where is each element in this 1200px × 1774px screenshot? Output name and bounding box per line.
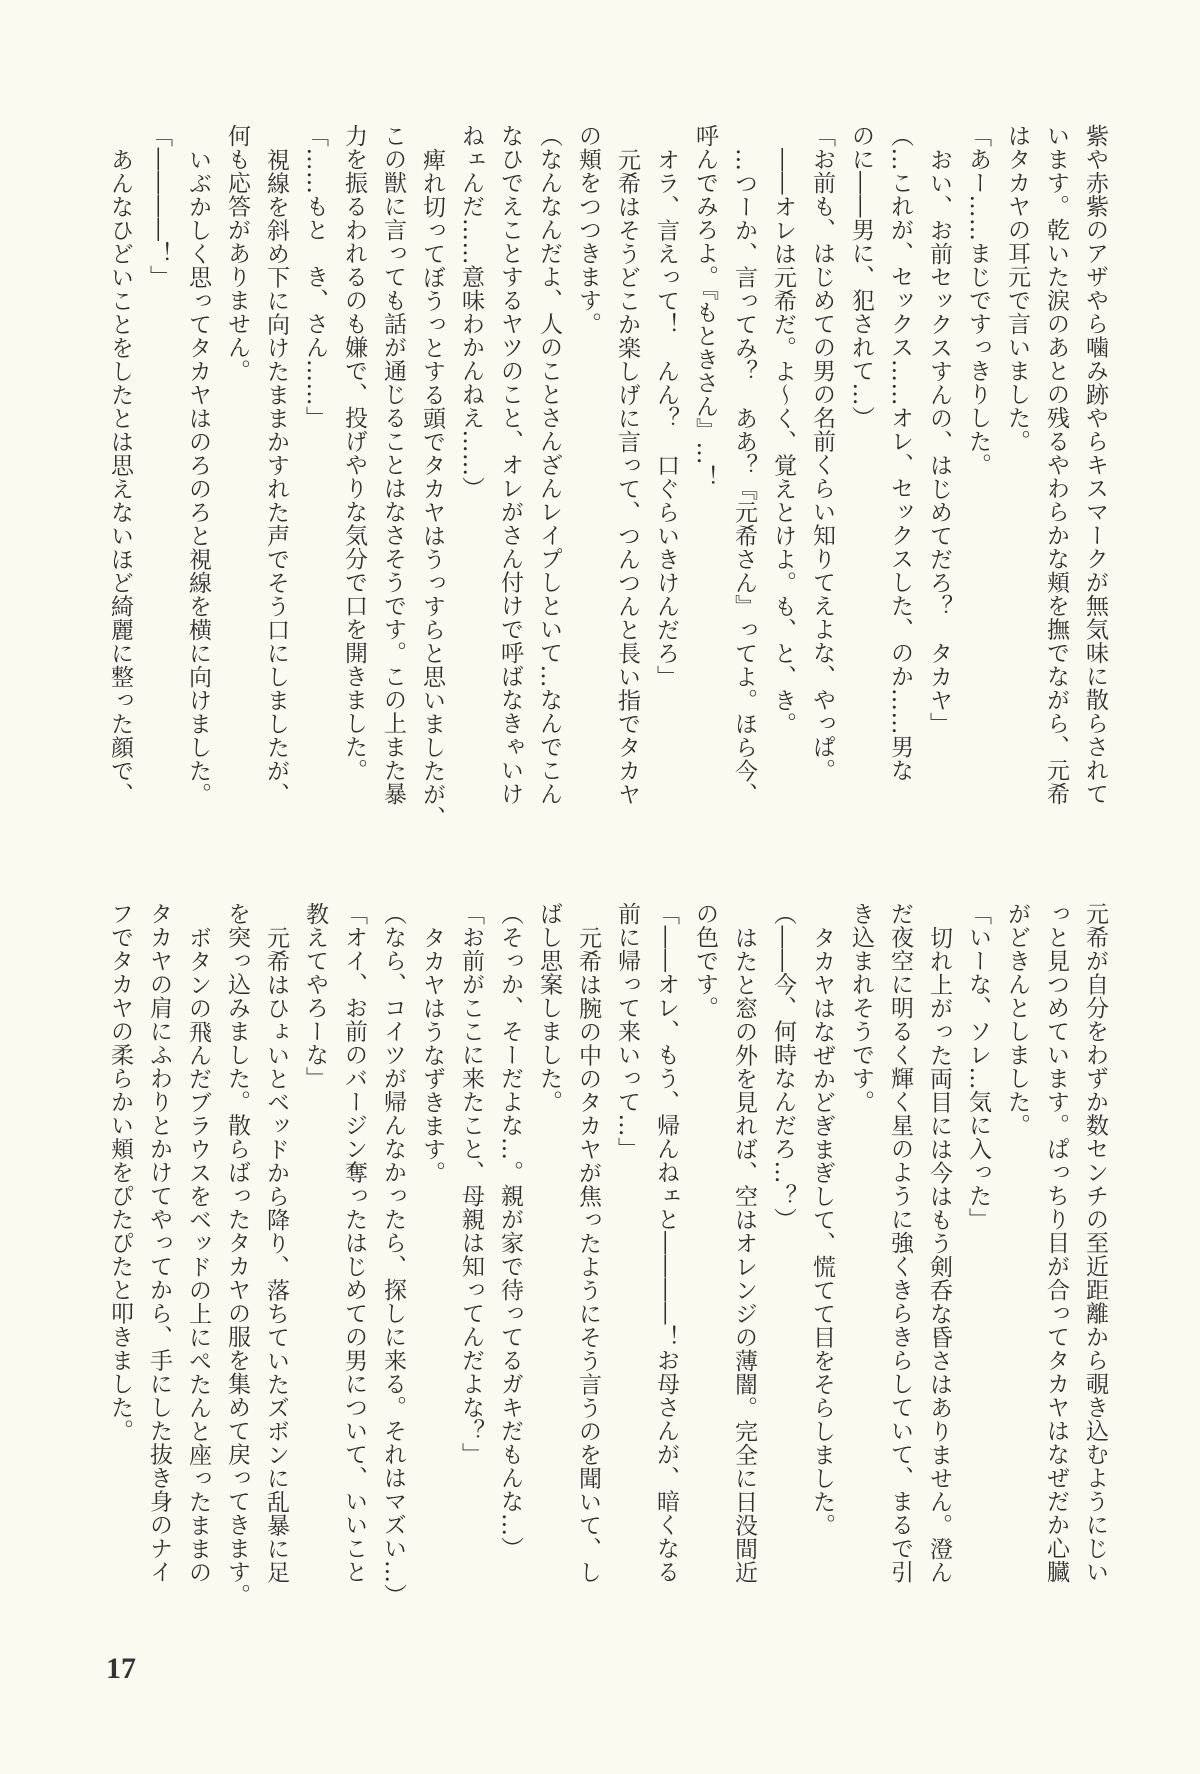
text-line: 紫や赤紫のアザやら噛み跡やらキスマークが無気味に散らされて xyxy=(1082,124,1108,806)
text-line: オラ、言えって！ んん？ 口ぐらいきけんだろ」 xyxy=(653,148,679,689)
text-line: いぶかしく思ってタカヤはのろのろと視線を横に向けました。 xyxy=(185,148,211,806)
text-line: 元希は腕の中のタカヤが焦ったようにそう言うのを聞いて、し xyxy=(575,926,601,1584)
text-line: 「いーな、ソレ…気に入った」 xyxy=(965,902,991,1231)
text-line: 前に帰って来いって…」 xyxy=(614,902,640,1161)
text-line: 「お前も、はじめての男の名前くらい知りてえよな、やっぱ。 xyxy=(809,124,835,782)
text-line: 「……もと き、さん……」 xyxy=(302,124,328,430)
text-line: （そっか、そーだよな…。親が家で待ってるガキだもんな…） xyxy=(497,902,523,1560)
text-line: 元希はひょいとベッドから降り、落ちていたズボンに乱暴に足 xyxy=(263,926,289,1584)
text-line: はタカヤの耳元で言いました。 xyxy=(1004,124,1030,453)
text-line: はたと窓の外を見れば、空はオレンジの薄闇。完全に日没間近 xyxy=(731,926,757,1584)
text-line: 「お前がここに来たこと、母親は知ってんだよな？」 xyxy=(458,902,484,1466)
text-line: の頬をつつきます。 xyxy=(575,124,601,336)
text-line: 呼んでみろよ。『もときさん』…！ xyxy=(692,124,718,489)
text-line: （なんなんだよ、人のことさんざんレイプしといて…なんでこん xyxy=(536,124,562,806)
text-line: ばし思案しました。 xyxy=(536,902,562,1114)
text-line: を突っ込みました。散らばったタカヤの服を集めて戻ってきます。 xyxy=(224,902,250,1607)
text-line: がどきんとしました。 xyxy=(1004,902,1030,1137)
text-line: 視線を斜め下に向けたままかすれた声でそう口にしましたが、 xyxy=(263,148,289,806)
upper-text-block xyxy=(100,120,1114,870)
text-line: 痺れ切ってぼうっとする頭でタカヤはうっすらと思いましたが、 xyxy=(419,148,445,830)
text-line: 「あー……まじですっきりした。 xyxy=(965,124,991,477)
text-line: タカヤの肩にふわりとかけてやってから、手にした抜き身のナイ xyxy=(146,902,172,1584)
text-line: 「――――！」 xyxy=(146,124,172,289)
text-line: …つーか、言ってみ？ ああ？『元希さん』ってよ。ほら今、 xyxy=(731,148,757,806)
text-line: ――オレは元希だ。よ～く、覚えとけよ。も、と、き。 xyxy=(770,148,796,736)
text-line: 「――オレ、もう、帰んねェと――――！お母さんが、暗くなる xyxy=(653,902,679,1584)
text-line: ねェんだ……意味わかんねえ……） xyxy=(458,124,484,500)
text-line: なひでえことするヤツのこと、オレがさん付けで呼ばなきゃいけ xyxy=(497,124,523,806)
text-line: おい、お前セックスすんの、はじめてだろ？ タカヤ」 xyxy=(926,148,952,736)
text-line: フでタカヤの柔らかい頬をぴたぴたと叩きました。 xyxy=(107,902,133,1443)
text-line: （なら、コイツが帰んなかったら、探しに来る。それはマズい…） xyxy=(380,902,406,1607)
text-line: タカヤはうなずきます。 xyxy=(419,926,445,1185)
text-line: の色です。 xyxy=(692,902,718,1020)
text-line: 力を振るわれるのも嫌で、投げやりな気分で口を開きました。 xyxy=(341,124,367,782)
text-line: 切れ上がった両目には今はもう剣呑な昏さはありません。澄ん xyxy=(926,926,952,1584)
text-line: ボタンの飛んだブラウスをベッドの上にぺたんと座ったままの xyxy=(185,926,211,1584)
text-line: のに――男に、犯されて…） xyxy=(848,124,874,430)
text-line: （…これが、セックス……オレ、セックスした、のか……男な xyxy=(887,124,913,782)
lower-text-block xyxy=(100,898,1114,1648)
text-line: 元希が自分をわずか数センチの至近距離から覗き込むようにじい xyxy=(1082,902,1108,1584)
text-line: だ夜空に明るく輝く星のように強くきらきらしていて、まるで引 xyxy=(887,902,913,1584)
text-line: （――今、何時なんだろ…？） xyxy=(770,902,796,1231)
text-line: 何も応答がありません。 xyxy=(224,124,250,383)
text-line: 教えてやろーな」 xyxy=(302,902,328,1090)
text-line: 「オイ、お前のバージン奪ったはじめての男について、いいこと xyxy=(341,902,367,1584)
page-number: 17 xyxy=(106,1652,136,1685)
text-line: き込まれそうです。 xyxy=(848,902,874,1114)
text-line: あんなひどいことをしたとは思えないほど綺麗に整った顔で、 xyxy=(107,148,133,806)
text-line: この獣に言っても話が通じることはなさそうです。この上また暴 xyxy=(380,124,406,806)
text-line: タカヤはなぜかどぎまぎして、慌てて目をそらしました。 xyxy=(809,926,835,1537)
text-line: っと見つめています。ぱっちり目が合ってタカヤはなぜだか心臓 xyxy=(1043,902,1069,1584)
text-line: います。乾いた涙のあとの残るやわらかな頬を撫でながら、元希 xyxy=(1043,124,1069,806)
text-line: 元希はそうどこか楽しげに言って、つんつんと長い指でタカヤ xyxy=(614,148,640,806)
